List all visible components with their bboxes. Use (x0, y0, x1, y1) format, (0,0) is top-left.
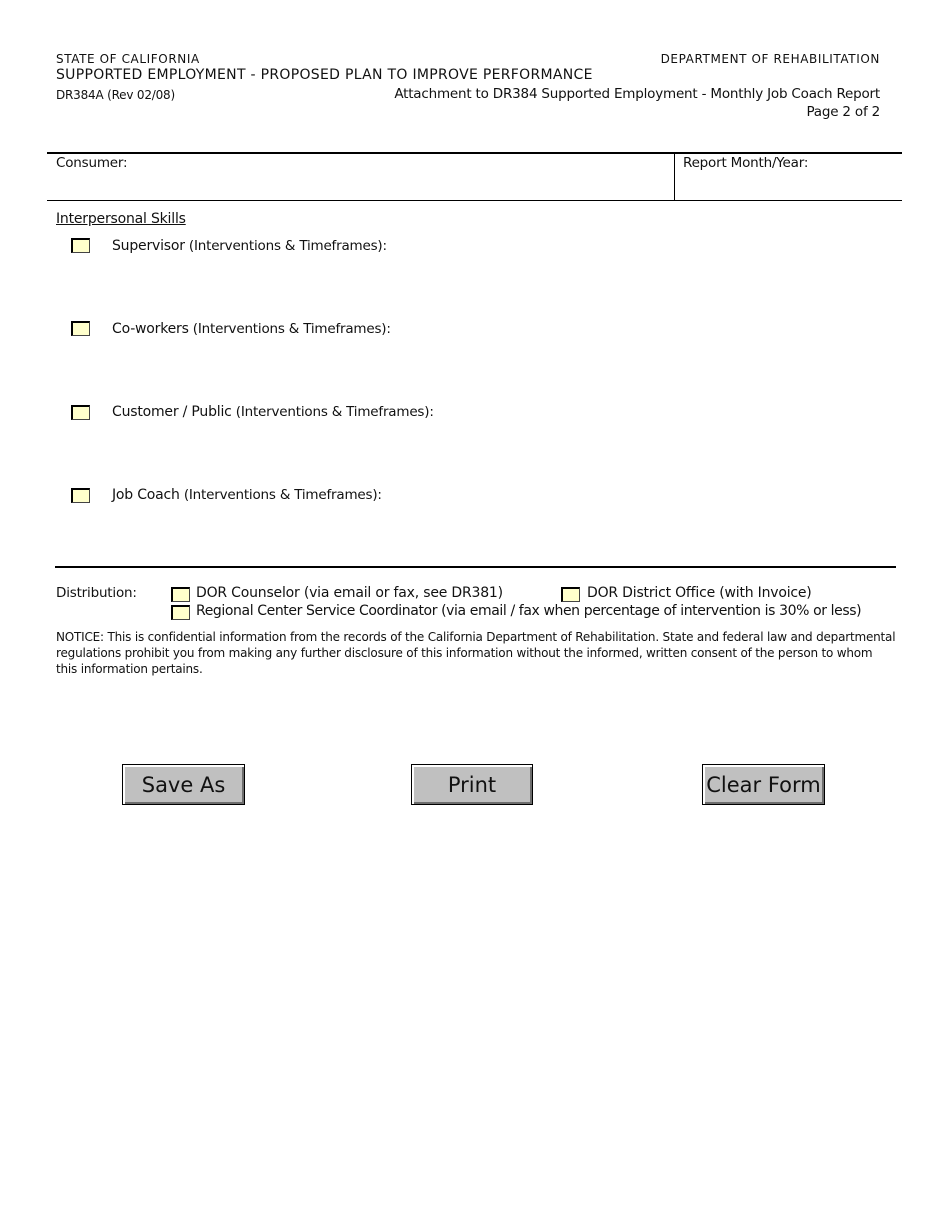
dor-district-office-checkbox[interactable] (561, 587, 580, 602)
coworkers-label (112, 321, 391, 337)
page-number: Page 2 of 2 (806, 104, 880, 120)
attachment-note: Attachment to DR384 Supported Employment - Monthly Job Coach Report (394, 86, 880, 102)
form-number: DR384A (Rev 02/08) (56, 88, 175, 102)
item-suffix: (Interventions & Timeframes): (183, 487, 382, 503)
divider (674, 153, 675, 200)
item-label: Job Coach (112, 487, 180, 503)
form-title: SUPPORTED EMPLOYMENT - PROPOSED PLAN TO IMPROVE PERFORMANCE (56, 67, 593, 83)
clear-form-button[interactable]: Clear Form (702, 764, 825, 805)
state-label: STATE OF CALIFORNIA (56, 52, 200, 66)
department-label: DEPARTMENT OF REHABILITATION (660, 52, 880, 66)
supervisor-checkbox[interactable] (71, 238, 90, 253)
divider (47, 152, 902, 154)
item-label: Supervisor (112, 238, 185, 254)
item-label: Co-workers (112, 321, 189, 337)
dor-district-office-label: DOR District Office (with Invoice) (587, 585, 812, 601)
customer-public-label (112, 404, 434, 420)
supervisor-label (112, 238, 387, 254)
divider (55, 566, 896, 568)
job-coach-label (112, 487, 382, 503)
report-month-field[interactable] (683, 172, 893, 198)
customer-public-checkbox[interactable] (71, 405, 90, 420)
confidentiality-notice: NOTICE: This is confidential information from the records of the California Department of Rehabilitation. State and federal law and departmental regulations prohibit you from making any further disclosure of this information without the informed, written consent of the person to whom this information pertains. (56, 630, 896, 676)
dor-counselor-label: DOR Counselor (via email or fax, see DR381) (196, 585, 503, 601)
section-title: Interpersonal Skills (56, 211, 186, 227)
item-suffix: (Interventions & Timeframes): (188, 238, 387, 254)
regional-center-label: Regional Center Service Coordinator (via email / fax when percentage of intervention is 30% or less) (196, 603, 862, 619)
item-suffix: (Interventions & Timeframes): (235, 404, 434, 420)
regional-center-checkbox[interactable] (171, 605, 190, 620)
dor-counselor-checkbox[interactable] (171, 587, 190, 602)
print-button[interactable]: Print (411, 764, 533, 805)
consumer-label: Consumer: (56, 155, 128, 171)
report-month-label: Report Month/Year: (683, 155, 809, 171)
coworkers-checkbox[interactable] (71, 321, 90, 336)
save-as-button[interactable]: Save As (122, 764, 245, 805)
consumer-field[interactable] (56, 172, 666, 198)
item-suffix: (Interventions & Timeframes): (192, 321, 391, 337)
divider (47, 200, 902, 201)
job-coach-checkbox[interactable] (71, 488, 90, 503)
distribution-label: Distribution: (56, 585, 137, 601)
item-label: Customer / Public (112, 404, 232, 420)
